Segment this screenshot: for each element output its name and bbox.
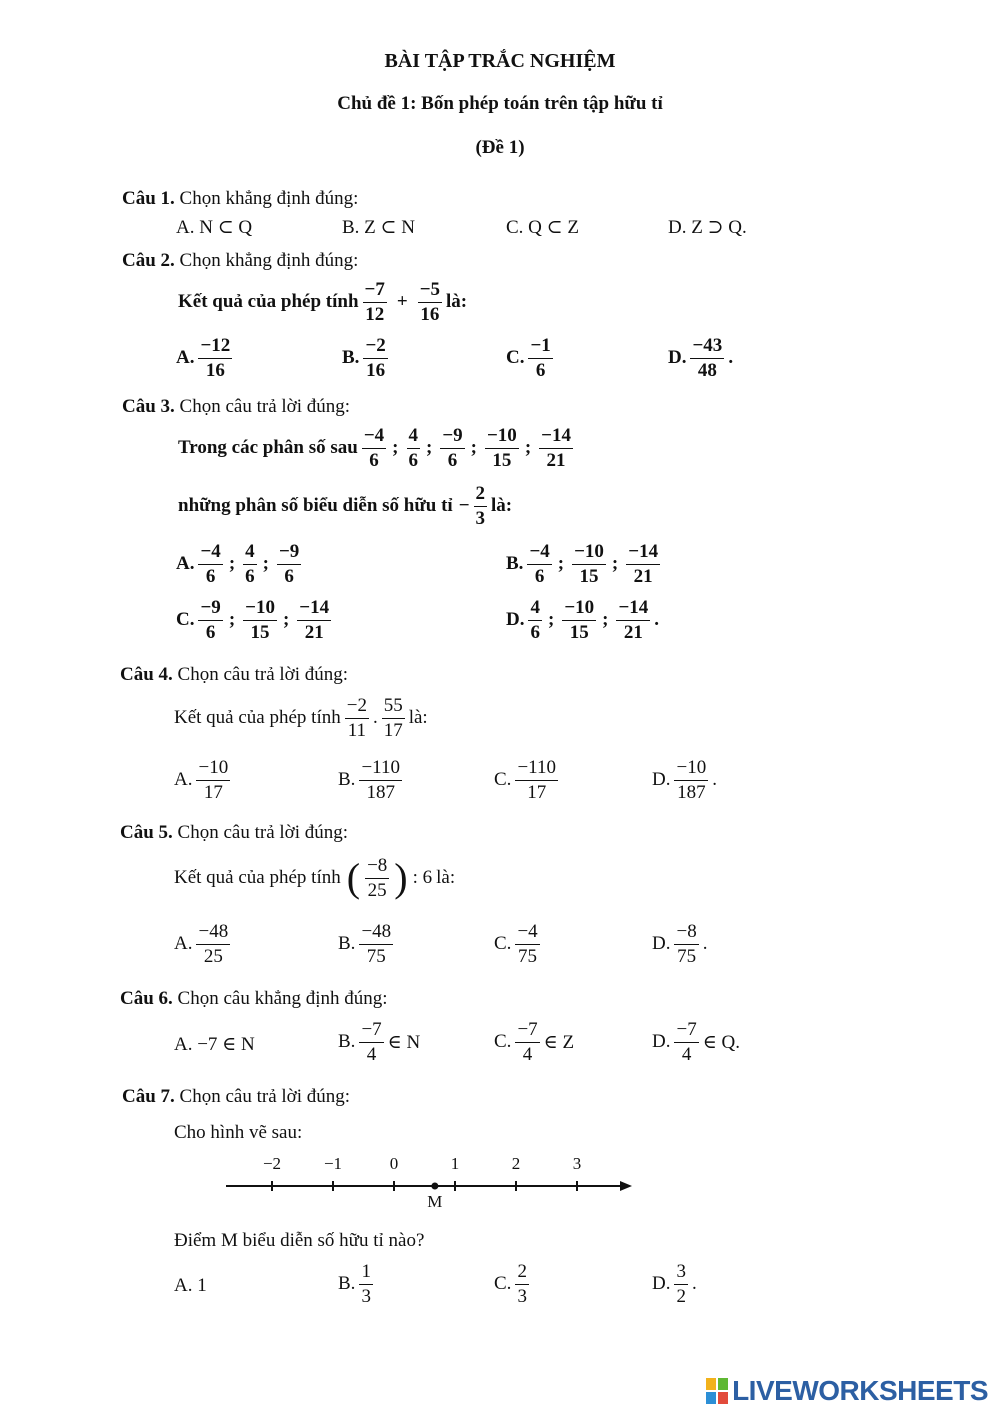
q2-option-a[interactable] xyxy=(176,336,236,381)
denominator: 17 xyxy=(203,781,223,803)
q7-option-a[interactable]: A. 1 xyxy=(174,1275,207,1296)
question-1-heading xyxy=(122,188,358,210)
q5-option-d[interactable] xyxy=(652,922,707,967)
option-end: . xyxy=(654,609,660,631)
q7-option-b[interactable] xyxy=(338,1262,377,1307)
denominator: 48 xyxy=(697,359,717,381)
brand-text: LIVEWORKSHEETS xyxy=(732,1375,988,1406)
option-letter: D. xyxy=(652,769,671,791)
q1-option-c[interactable]: C. Q ⊂ Z xyxy=(506,217,579,238)
separator: ; xyxy=(547,609,555,631)
option-letter: A. xyxy=(174,769,193,791)
denominator: 6 xyxy=(369,449,379,471)
q7-option-d[interactable] xyxy=(652,1262,697,1307)
numerator: −48 xyxy=(196,922,230,945)
denominator: 3 xyxy=(517,1285,527,1307)
q1-option-a[interactable]: A. N ⊂ Q xyxy=(176,217,253,238)
option-end: . xyxy=(691,1273,697,1295)
numerator: −10 xyxy=(485,426,519,449)
q3-option-d[interactable] xyxy=(506,598,659,643)
q3-stem-fraction xyxy=(407,426,421,471)
q5-stem-end: là: xyxy=(436,867,456,889)
q2-stem-operator: + xyxy=(396,291,408,313)
logo-blocks-icon xyxy=(706,1378,728,1404)
option-letter: D. xyxy=(652,933,671,955)
denominator: 16 xyxy=(205,359,225,381)
number-line xyxy=(220,1150,640,1220)
point-m-label: M xyxy=(427,1192,443,1211)
denominator: 21 xyxy=(546,449,566,471)
q2-stem xyxy=(178,280,467,325)
numerator: −10 xyxy=(243,598,277,621)
denominator: 21 xyxy=(633,565,653,587)
q4-stem-text: Kết quả của phép tính xyxy=(174,707,341,729)
numerator: −9 xyxy=(440,426,464,449)
numerator: −7 xyxy=(363,280,387,303)
q3-option-b[interactable] xyxy=(506,542,664,587)
question-6-heading xyxy=(120,988,388,1010)
numerator: −7 xyxy=(674,1020,698,1043)
denominator: 15 xyxy=(492,449,512,471)
numerator: −8 xyxy=(674,922,698,945)
denominator: 75 xyxy=(677,945,697,967)
separator: ; xyxy=(228,609,236,631)
numerator: 4 xyxy=(243,542,257,565)
denominator: 17 xyxy=(527,781,547,803)
question-7-prompt: Chọn câu trả lời đúng: xyxy=(179,1086,351,1107)
q4-stem xyxy=(174,696,428,741)
numerator: −4 xyxy=(362,426,386,449)
number-line-tick-label: −2 xyxy=(262,1154,282,1173)
denominator: 4 xyxy=(522,1043,533,1065)
q7-stem: Cho hình vẽ sau: xyxy=(174,1122,303,1143)
numerator: −14 xyxy=(616,598,650,621)
q5-option-a[interactable] xyxy=(174,922,234,967)
numerator: 3 xyxy=(674,1262,688,1285)
number-line-tick-label: 0 xyxy=(389,1154,399,1173)
numerator: 4 xyxy=(407,426,421,449)
question-4-prompt: Chọn câu trả lời đúng: xyxy=(177,664,349,685)
numerator: 4 xyxy=(528,598,542,621)
denominator: 3 xyxy=(361,1285,371,1307)
q3-stem-fraction xyxy=(485,426,519,471)
q3-stem-text: Trong các phân số sau xyxy=(178,437,358,459)
q2-stem-fraction-1 xyxy=(363,280,387,325)
q4-stem-fraction-1 xyxy=(345,696,369,741)
separator: ; xyxy=(228,553,236,575)
separator: ; xyxy=(262,553,269,575)
numerator: −7 xyxy=(359,1020,383,1043)
number-line-tick-label: 3 xyxy=(572,1154,582,1173)
option-letter: A. xyxy=(174,933,193,955)
liveworksheets-logo[interactable] xyxy=(706,1375,988,1407)
question-6-prompt: Chọn câu khẳng định đúng: xyxy=(177,988,388,1009)
question-2-prompt: Chọn khẳng định đúng: xyxy=(179,250,359,271)
option-letter: B. xyxy=(342,347,360,369)
q2-option-b[interactable] xyxy=(342,336,392,381)
q2-option-c[interactable] xyxy=(506,336,557,381)
option-letter: B. xyxy=(506,553,524,575)
separator: ; xyxy=(426,437,433,459)
q4-stem-operator: . xyxy=(372,707,378,729)
option-letter: B. xyxy=(338,1273,356,1295)
numerator: −14 xyxy=(626,542,660,565)
question-4-label: Câu 4. xyxy=(120,664,173,685)
q4-option-d[interactable] xyxy=(652,758,717,803)
numerator: 2 xyxy=(515,1262,529,1285)
numerator: −48 xyxy=(359,922,393,945)
numerator: −1 xyxy=(528,336,552,359)
q4-option-a[interactable] xyxy=(174,758,234,803)
q3-line2-text: những phân số biểu diễn số hữu tỉ xyxy=(178,495,453,517)
numerator: −4 xyxy=(527,542,551,565)
option-end: . xyxy=(712,769,717,791)
number-line-tick-label: −1 xyxy=(323,1154,343,1173)
set-membership: ∈ N xyxy=(387,1031,421,1053)
numerator: −110 xyxy=(359,758,402,781)
q3-line2-fraction xyxy=(474,484,488,529)
option-letter: D. xyxy=(506,609,525,631)
separator: ; xyxy=(470,437,477,459)
denominator: 11 xyxy=(347,719,366,741)
numerator: −10 xyxy=(674,758,708,781)
option-letter: D. xyxy=(652,1273,671,1295)
denominator: 6 xyxy=(447,449,458,471)
denominator: 16 xyxy=(366,359,386,381)
question-3-prompt: Chọn câu trả lời đúng: xyxy=(179,396,351,417)
q5-stem-operator: : 6 xyxy=(412,867,433,889)
q3-stem-fraction xyxy=(362,426,386,471)
q4-option-b[interactable] xyxy=(338,758,406,803)
q2-stem-end: là: xyxy=(446,291,468,313)
q5-stem xyxy=(174,856,455,901)
question-5-prompt: Chọn câu trả lời đúng: xyxy=(177,822,349,843)
denominator: 75 xyxy=(518,945,538,967)
numerator: −9 xyxy=(198,598,222,621)
denominator: 6 xyxy=(530,621,540,643)
separator: ; xyxy=(282,609,290,631)
numerator: −8 xyxy=(365,856,389,879)
denominator: 4 xyxy=(366,1043,377,1065)
q7-option-c[interactable] xyxy=(494,1262,533,1307)
option-letter: D. xyxy=(668,347,687,369)
denominator: 3 xyxy=(475,507,486,529)
numerator: −10 xyxy=(196,758,230,781)
numerator: −4 xyxy=(515,922,539,945)
option-letter: A. xyxy=(176,553,195,575)
question-7-heading xyxy=(122,1086,350,1108)
option-letter: C. xyxy=(176,609,195,631)
q6-option-a[interactable]: A. −7 ∈ N xyxy=(174,1034,255,1055)
denominator: 187 xyxy=(677,781,706,803)
q7-question: Điểm M biểu diễn số hữu tỉ nào? xyxy=(174,1230,425,1251)
denominator: 75 xyxy=(366,945,386,967)
separator: ; xyxy=(611,553,619,575)
option-letter: C. xyxy=(494,933,512,955)
denominator: 6 xyxy=(245,565,255,587)
numerator: −4 xyxy=(198,542,222,565)
denominator: 12 xyxy=(365,303,385,325)
denominator: 187 xyxy=(366,781,395,803)
option-end: . xyxy=(702,933,708,955)
question-5-heading xyxy=(120,822,348,844)
q3-option-c[interactable] xyxy=(176,598,335,643)
denominator: 15 xyxy=(250,621,270,643)
option-letter: B. xyxy=(338,933,356,955)
numerator: 55 xyxy=(382,696,405,719)
q2-stem-fraction-2 xyxy=(418,280,442,325)
q3-stem-line-2 xyxy=(178,484,512,529)
q4-stem-end: là: xyxy=(408,707,428,729)
numerator: −43 xyxy=(690,336,724,359)
numerator: −10 xyxy=(572,542,606,565)
number-line-tick-label: 1 xyxy=(450,1154,460,1173)
option-letter: D. xyxy=(652,1031,671,1053)
denominator: 6 xyxy=(408,449,418,471)
denominator: 15 xyxy=(569,621,589,643)
q1-option-d[interactable]: D. Z ⊃ Q. xyxy=(668,217,747,238)
q3-stem xyxy=(178,426,577,471)
numerator: 1 xyxy=(359,1262,373,1285)
question-3-label: Câu 3. xyxy=(122,396,175,417)
question-3-heading xyxy=(122,396,350,418)
separator: ; xyxy=(392,437,399,459)
denominator: 21 xyxy=(623,621,643,643)
denominator: 6 xyxy=(534,565,545,587)
q3-line2-end: là: xyxy=(491,495,513,517)
question-2-heading xyxy=(122,250,358,272)
option-letter: C. xyxy=(506,347,525,369)
option-letter: A. xyxy=(176,347,195,369)
q3-stem-fraction xyxy=(539,426,573,471)
q5-stem-text: Kết quả của phép tính xyxy=(174,867,341,889)
set-membership: ∈ Z xyxy=(543,1031,575,1053)
q6-option-c[interactable] xyxy=(494,1020,574,1065)
denominator: 17 xyxy=(383,719,403,741)
q6-option-d[interactable] xyxy=(652,1020,740,1065)
denominator: 6 xyxy=(284,565,294,587)
set-label: (Đề 1) xyxy=(475,137,525,158)
question-1-label: Câu 1. xyxy=(122,188,175,209)
option-end: . xyxy=(728,347,734,369)
q2-option-d[interactable] xyxy=(668,336,733,381)
numerator: −2 xyxy=(363,336,387,359)
number-line-tick-label: 2 xyxy=(511,1154,521,1173)
q4-option-c[interactable] xyxy=(494,758,562,803)
denominator: 25 xyxy=(203,945,223,967)
point-m-marker xyxy=(431,1183,438,1190)
question-4-heading xyxy=(120,664,348,686)
set-membership: ∈ Q. xyxy=(702,1031,740,1053)
separator: ; xyxy=(557,553,565,575)
left-parenthesis: ( xyxy=(346,855,361,901)
denominator: 4 xyxy=(681,1043,692,1065)
page-title: BÀI TẬP TRẮC NGHIỆM xyxy=(384,50,616,72)
numerator: −12 xyxy=(198,336,232,359)
numerator: −110 xyxy=(515,758,558,781)
q4-stem-fraction-2 xyxy=(382,696,405,741)
numerator: −5 xyxy=(418,280,442,303)
denominator: 15 xyxy=(579,565,599,587)
q1-option-b[interactable]: B. Z ⊂ N xyxy=(342,217,415,238)
q5-stem-fraction xyxy=(365,856,389,901)
q3-line2-minus: − xyxy=(458,495,470,517)
option-letter: C. xyxy=(494,769,512,791)
right-parenthesis: ) xyxy=(394,855,408,901)
denominator: 2 xyxy=(676,1285,686,1307)
option-letter: C. xyxy=(494,1273,512,1295)
question-1-prompt: Chọn khẳng định đúng: xyxy=(179,188,359,209)
arrow-head-icon xyxy=(620,1181,632,1191)
question-6-label: Câu 6. xyxy=(120,988,173,1009)
denominator: 6 xyxy=(205,565,216,587)
numerator: −10 xyxy=(562,598,596,621)
option-letter: C. xyxy=(494,1031,512,1053)
denominator: 21 xyxy=(304,621,324,643)
denominator: 6 xyxy=(205,621,216,643)
page-subtitle: Chủ đề 1: Bốn phép toán trên tập hữu tỉ xyxy=(337,93,663,114)
question-2-label: Câu 2. xyxy=(122,250,175,271)
q3-option-a[interactable] xyxy=(176,542,305,587)
denominator: 6 xyxy=(535,359,546,381)
numerator: 2 xyxy=(474,484,488,507)
option-letter: B. xyxy=(338,1031,356,1053)
question-5-label: Câu 5. xyxy=(120,822,173,843)
q2-stem-text: Kết quả của phép tính xyxy=(178,291,359,313)
numerator: −2 xyxy=(345,696,369,719)
separator: ; xyxy=(602,609,609,631)
q5-option-c[interactable] xyxy=(494,922,544,967)
option-letter: B. xyxy=(338,769,356,791)
numerator: −7 xyxy=(515,1020,539,1043)
q5-option-b[interactable] xyxy=(338,922,397,967)
denominator: 25 xyxy=(367,879,387,901)
numerator: −9 xyxy=(277,542,301,565)
numerator: −14 xyxy=(539,426,573,449)
q6-option-b[interactable] xyxy=(338,1020,420,1065)
question-7-label: Câu 7. xyxy=(122,1086,175,1107)
numerator: −14 xyxy=(297,598,331,621)
denominator: 16 xyxy=(420,303,440,325)
q3-stem-fraction xyxy=(440,426,464,471)
separator: ; xyxy=(524,437,532,459)
